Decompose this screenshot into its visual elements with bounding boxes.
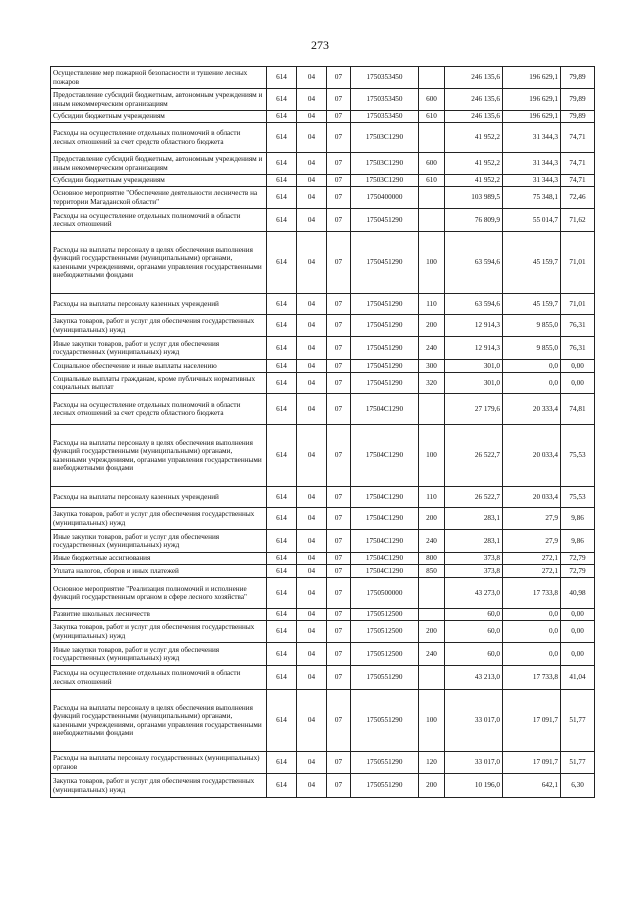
percent-cell: 51,77: [561, 690, 595, 752]
section-code-cell: 04: [297, 666, 327, 690]
section-code-cell: 04: [297, 609, 327, 621]
actual-amount-cell: 31 344,3: [503, 175, 561, 187]
table-row: [51, 621, 595, 643]
actual-amount-cell: 196 629,1: [503, 89, 561, 111]
budget-table: [50, 66, 595, 798]
subsection-code-cell: 07: [327, 690, 351, 752]
target-article-cell: 1750551290: [351, 752, 419, 774]
ministry-code-cell: 614: [267, 89, 297, 111]
actual-amount-cell: 27,9: [503, 508, 561, 530]
subsection-code-cell: 07: [327, 565, 351, 578]
ministry-code-cell: 614: [267, 578, 297, 609]
actual-amount-cell: 31 344,3: [503, 153, 561, 175]
expense-type-cell: [419, 187, 445, 209]
section-code-cell: 04: [297, 123, 327, 153]
ministry-code-cell: 614: [267, 666, 297, 690]
table-row: [51, 553, 595, 565]
expense-type-cell: 300: [419, 360, 445, 373]
target-article-cell: 1750451290: [351, 232, 419, 294]
actual-amount-cell: 9 855,0: [503, 315, 561, 337]
subsection-code-cell: 07: [327, 609, 351, 621]
row-name-cell: Основное мероприятие "Обеспечение деятельности лесничеств на территории Магаданской области": [51, 187, 267, 209]
section-code-cell: 04: [297, 315, 327, 337]
planned-amount-cell: 76 809,9: [445, 209, 503, 232]
percent-cell: 79,89: [561, 67, 595, 89]
target-article-cell: 17504С1290: [351, 487, 419, 508]
table-row: [51, 187, 595, 209]
target-article-cell: 1750551290: [351, 690, 419, 752]
actual-amount-cell: 0,0: [503, 643, 561, 666]
target-article-cell: 1750400000: [351, 187, 419, 209]
row-name-cell: Расходы на выплаты персоналу казенных учреждений: [51, 487, 267, 508]
subsection-code-cell: 07: [327, 394, 351, 425]
subsection-code-cell: 07: [327, 553, 351, 565]
section-code-cell: 04: [297, 153, 327, 175]
percent-cell: 74,71: [561, 175, 595, 187]
percent-cell: 0,00: [561, 621, 595, 643]
percent-cell: 71,01: [561, 232, 595, 294]
ministry-code-cell: 614: [267, 774, 297, 798]
target-article-cell: 17504С1290: [351, 565, 419, 578]
section-code-cell: 04: [297, 67, 327, 89]
actual-amount-cell: 0,0: [503, 360, 561, 373]
percent-cell: 72,79: [561, 553, 595, 565]
ministry-code-cell: 614: [267, 508, 297, 530]
section-code-cell: 04: [297, 578, 327, 609]
percent-cell: 76,31: [561, 337, 595, 360]
table-row: [51, 153, 595, 175]
table-row: [51, 209, 595, 232]
ministry-code-cell: 614: [267, 153, 297, 175]
expense-type-cell: 600: [419, 153, 445, 175]
planned-amount-cell: 283,1: [445, 508, 503, 530]
subsection-code-cell: 07: [327, 175, 351, 187]
planned-amount-cell: 373,8: [445, 565, 503, 578]
target-article-cell: 1750451290: [351, 294, 419, 315]
expense-type-cell: 200: [419, 774, 445, 798]
table-row: [51, 508, 595, 530]
ministry-code-cell: 614: [267, 232, 297, 294]
expense-type-cell: [419, 123, 445, 153]
section-code-cell: 04: [297, 89, 327, 111]
actual-amount-cell: 196 629,1: [503, 111, 561, 123]
target-article-cell: 1750500000: [351, 578, 419, 609]
table-row: [51, 89, 595, 111]
actual-amount-cell: 17 733,8: [503, 578, 561, 609]
ministry-code-cell: 614: [267, 123, 297, 153]
percent-cell: 72,79: [561, 565, 595, 578]
section-code-cell: 04: [297, 530, 327, 553]
section-code-cell: 04: [297, 337, 327, 360]
actual-amount-cell: 9 855,0: [503, 337, 561, 360]
row-name-cell: Расходы на осуществление отдельных полномочий в области лесных отношений за счет средств областного бюджета: [51, 123, 267, 153]
actual-amount-cell: 272,1: [503, 553, 561, 565]
table-row: [51, 337, 595, 360]
target-article-cell: 17504С1290: [351, 553, 419, 565]
planned-amount-cell: 246 135,6: [445, 89, 503, 111]
ministry-code-cell: 614: [267, 111, 297, 123]
ministry-code-cell: 614: [267, 690, 297, 752]
expense-type-cell: 320: [419, 373, 445, 394]
row-name-cell: Иные закупки товаров, работ и услуг для обеспечения государственных (муниципальных) нужд: [51, 643, 267, 666]
actual-amount-cell: 0,0: [503, 373, 561, 394]
actual-amount-cell: 196 629,1: [503, 67, 561, 89]
target-article-cell: 1750353450: [351, 111, 419, 123]
target-article-cell: 17503С1290: [351, 123, 419, 153]
percent-cell: 0,00: [561, 360, 595, 373]
actual-amount-cell: 20 033,4: [503, 487, 561, 508]
table-row: [51, 666, 595, 690]
table-row: [51, 360, 595, 373]
ministry-code-cell: 614: [267, 425, 297, 487]
row-name-cell: Социальное обеспечение и иные выплаты населению: [51, 360, 267, 373]
expense-type-cell: 110: [419, 487, 445, 508]
expense-type-cell: [419, 666, 445, 690]
percent-cell: 0,00: [561, 643, 595, 666]
row-name-cell: Иные закупки товаров, работ и услуг для обеспечения государственных (муниципальных) нужд: [51, 530, 267, 553]
expense-type-cell: 850: [419, 565, 445, 578]
target-article-cell: 1750512500: [351, 609, 419, 621]
section-code-cell: 04: [297, 373, 327, 394]
subsection-code-cell: 07: [327, 360, 351, 373]
section-code-cell: 04: [297, 360, 327, 373]
page-number: 273: [311, 38, 329, 52]
planned-amount-cell: 43 213,0: [445, 666, 503, 690]
expense-type-cell: [419, 609, 445, 621]
expense-type-cell: [419, 209, 445, 232]
percent-cell: 74,71: [561, 153, 595, 175]
table-row: [51, 67, 595, 89]
actual-amount-cell: 0,0: [503, 621, 561, 643]
section-code-cell: 04: [297, 690, 327, 752]
table-row: [51, 487, 595, 508]
ministry-code-cell: 614: [267, 621, 297, 643]
ministry-code-cell: 614: [267, 643, 297, 666]
percent-cell: 71,01: [561, 294, 595, 315]
row-name-cell: Расходы на выплаты персоналу казенных учреждений: [51, 294, 267, 315]
actual-amount-cell: 20 333,4: [503, 394, 561, 425]
expense-type-cell: 200: [419, 315, 445, 337]
row-name-cell: Субсидии бюджетным учреждениям: [51, 175, 267, 187]
section-code-cell: 04: [297, 187, 327, 209]
percent-cell: 41,04: [561, 666, 595, 690]
section-code-cell: 04: [297, 752, 327, 774]
actual-amount-cell: 31 344,3: [503, 123, 561, 153]
section-code-cell: 04: [297, 394, 327, 425]
percent-cell: 71,62: [561, 209, 595, 232]
target-article-cell: 1750512500: [351, 643, 419, 666]
percent-cell: 74,81: [561, 394, 595, 425]
ministry-code-cell: 614: [267, 175, 297, 187]
section-code-cell: 04: [297, 175, 327, 187]
ministry-code-cell: 614: [267, 565, 297, 578]
expense-type-cell: 240: [419, 530, 445, 553]
expense-type-cell: 800: [419, 553, 445, 565]
subsection-code-cell: 07: [327, 111, 351, 123]
expense-type-cell: 240: [419, 643, 445, 666]
row-name-cell: Расходы на осуществление отдельных полномочий в области лесных отношений: [51, 666, 267, 690]
actual-amount-cell: 27,9: [503, 530, 561, 553]
subsection-code-cell: 07: [327, 373, 351, 394]
percent-cell: 72,46: [561, 187, 595, 209]
row-name-cell: Закупка товаров, работ и услуг для обеспечения государственных (муниципальных) нужд: [51, 508, 267, 530]
subsection-code-cell: 07: [327, 643, 351, 666]
row-name-cell: Развитие школьных лесничеств: [51, 609, 267, 621]
section-code-cell: 04: [297, 487, 327, 508]
planned-amount-cell: 373,8: [445, 553, 503, 565]
subsection-code-cell: 07: [327, 187, 351, 209]
row-name-cell: Расходы на выплаты персоналу в целях обеспечения выполнения функций государственными (муниципальными) органами, казенными учреждениями, органами управления государственными внебюджетными фондами: [51, 690, 267, 752]
ministry-code-cell: 614: [267, 373, 297, 394]
target-article-cell: 1750451290: [351, 337, 419, 360]
table-row: [51, 530, 595, 553]
planned-amount-cell: 41 952,2: [445, 175, 503, 187]
actual-amount-cell: 17 733,8: [503, 666, 561, 690]
subsection-code-cell: 07: [327, 294, 351, 315]
row-name-cell: Иные бюджетные ассигнования: [51, 553, 267, 565]
percent-cell: 9,86: [561, 530, 595, 553]
ministry-code-cell: 614: [267, 609, 297, 621]
row-name-cell: Закупка товаров, работ и услуг для обеспечения государственных (муниципальных) нужд: [51, 774, 267, 798]
actual-amount-cell: 75 348,1: [503, 187, 561, 209]
ministry-code-cell: 614: [267, 187, 297, 209]
table-body: [51, 67, 595, 798]
subsection-code-cell: 07: [327, 666, 351, 690]
target-article-cell: 1750512500: [351, 621, 419, 643]
percent-cell: 79,89: [561, 89, 595, 111]
section-code-cell: 04: [297, 232, 327, 294]
subsection-code-cell: 07: [327, 530, 351, 553]
actual-amount-cell: 45 159,7: [503, 294, 561, 315]
planned-amount-cell: 12 914,3: [445, 337, 503, 360]
planned-amount-cell: 246 135,6: [445, 67, 503, 89]
planned-amount-cell: 41 952,2: [445, 153, 503, 175]
actual-amount-cell: 55 014,7: [503, 209, 561, 232]
target-article-cell: 1750451290: [351, 209, 419, 232]
row-name-cell: Расходы на выплаты персоналу государственных (муниципальных) органов: [51, 752, 267, 774]
subsection-code-cell: 07: [327, 315, 351, 337]
planned-amount-cell: 63 594,6: [445, 294, 503, 315]
table-row: [51, 111, 595, 123]
subsection-code-cell: 07: [327, 209, 351, 232]
subsection-code-cell: 07: [327, 621, 351, 643]
target-article-cell: 1750353450: [351, 89, 419, 111]
percent-cell: 6,30: [561, 774, 595, 798]
subsection-code-cell: 07: [327, 508, 351, 530]
table-row: [51, 123, 595, 153]
planned-amount-cell: 33 017,0: [445, 690, 503, 752]
planned-amount-cell: 12 914,3: [445, 315, 503, 337]
row-name-cell: Уплата налогов, сборов и иных платежей: [51, 565, 267, 578]
table-row: [51, 425, 595, 487]
section-code-cell: 04: [297, 774, 327, 798]
subsection-code-cell: 07: [327, 487, 351, 508]
row-name-cell: Социальные выплаты гражданам, кроме публичных нормативных социальных выплат: [51, 373, 267, 394]
target-article-cell: 1750551290: [351, 666, 419, 690]
planned-amount-cell: 63 594,6: [445, 232, 503, 294]
actual-amount-cell: 20 033,4: [503, 425, 561, 487]
row-name-cell: Расходы на выплаты персоналу в целях обеспечения выполнения функций государственными (муниципальными) органами, казенными учреждениями, органами управления государственными внебюджетными фондами: [51, 425, 267, 487]
percent-cell: 51,77: [561, 752, 595, 774]
actual-amount-cell: 17 091,7: [503, 752, 561, 774]
table-row: [51, 373, 595, 394]
subsection-code-cell: 07: [327, 752, 351, 774]
planned-amount-cell: 60,0: [445, 609, 503, 621]
planned-amount-cell: 33 017,0: [445, 752, 503, 774]
table-row: [51, 294, 595, 315]
planned-amount-cell: 26 522,7: [445, 425, 503, 487]
actual-amount-cell: 272,1: [503, 565, 561, 578]
table-row: [51, 315, 595, 337]
expense-type-cell: [419, 578, 445, 609]
ministry-code-cell: 614: [267, 337, 297, 360]
actual-amount-cell: 642,1: [503, 774, 561, 798]
section-code-cell: 04: [297, 209, 327, 232]
table-row: [51, 394, 595, 425]
target-article-cell: 17504С1290: [351, 394, 419, 425]
percent-cell: 0,00: [561, 373, 595, 394]
actual-amount-cell: 17 091,7: [503, 690, 561, 752]
expense-type-cell: 120: [419, 752, 445, 774]
table-row: [51, 609, 595, 621]
section-code-cell: 04: [297, 621, 327, 643]
row-name-cell: Расходы на осуществление отдельных полномочий в области лесных отношений за счет средств областного бюджета: [51, 394, 267, 425]
percent-cell: 74,71: [561, 123, 595, 153]
subsection-code-cell: 07: [327, 232, 351, 294]
subsection-code-cell: 07: [327, 425, 351, 487]
planned-amount-cell: 60,0: [445, 643, 503, 666]
subsection-code-cell: 07: [327, 774, 351, 798]
row-name-cell: Закупка товаров, работ и услуг для обеспечения государственных (муниципальных) нужд: [51, 315, 267, 337]
subsection-code-cell: 07: [327, 123, 351, 153]
row-name-cell: Основное мероприятие "Реализация полномочий и исполнение функций государственным органом в сфере лесного хозяйства": [51, 578, 267, 609]
ministry-code-cell: 614: [267, 487, 297, 508]
percent-cell: 0,00: [561, 609, 595, 621]
expense-type-cell: 240: [419, 337, 445, 360]
ministry-code-cell: 614: [267, 752, 297, 774]
table-row: [51, 175, 595, 187]
section-code-cell: 04: [297, 508, 327, 530]
target-article-cell: 1750451290: [351, 373, 419, 394]
percent-cell: 79,89: [561, 111, 595, 123]
table-row: [51, 690, 595, 752]
table-row: [51, 565, 595, 578]
planned-amount-cell: 283,1: [445, 530, 503, 553]
planned-amount-cell: 10 196,0: [445, 774, 503, 798]
expense-type-cell: 200: [419, 621, 445, 643]
subsection-code-cell: 07: [327, 153, 351, 175]
row-name-cell: Иные закупки товаров, работ и услуг для обеспечения государственных (муниципальных) нужд: [51, 337, 267, 360]
expense-type-cell: 610: [419, 111, 445, 123]
expense-type-cell: 600: [419, 89, 445, 111]
ministry-code-cell: 614: [267, 553, 297, 565]
ministry-code-cell: 614: [267, 294, 297, 315]
table-row: [51, 578, 595, 609]
planned-amount-cell: 41 952,2: [445, 123, 503, 153]
section-code-cell: 04: [297, 553, 327, 565]
target-article-cell: 1750451290: [351, 360, 419, 373]
planned-amount-cell: 26 522,7: [445, 487, 503, 508]
subsection-code-cell: 07: [327, 67, 351, 89]
expense-type-cell: 610: [419, 175, 445, 187]
expense-type-cell: 100: [419, 690, 445, 752]
target-article-cell: 17504С1290: [351, 508, 419, 530]
ministry-code-cell: 614: [267, 209, 297, 232]
planned-amount-cell: 43 273,0: [445, 578, 503, 609]
ministry-code-cell: 614: [267, 360, 297, 373]
table-row: [51, 232, 595, 294]
section-code-cell: 04: [297, 643, 327, 666]
section-code-cell: 04: [297, 111, 327, 123]
row-name-cell: Закупка товаров, работ и услуг для обеспечения государственных (муниципальных) нужд: [51, 621, 267, 643]
planned-amount-cell: 60,0: [445, 621, 503, 643]
percent-cell: 76,31: [561, 315, 595, 337]
planned-amount-cell: 103 989,5: [445, 187, 503, 209]
row-name-cell: Осуществление мер пожарной безопасности и тушение лесных пожаров: [51, 67, 267, 89]
planned-amount-cell: 27 179,6: [445, 394, 503, 425]
table-row: [51, 774, 595, 798]
target-article-cell: 17504С1290: [351, 530, 419, 553]
expense-type-cell: [419, 394, 445, 425]
ministry-code-cell: 614: [267, 67, 297, 89]
row-name-cell: Предоставление субсидий бюджетным, автономным учреждениям и иным некоммерческим организациям: [51, 89, 267, 111]
target-article-cell: 1750551290: [351, 774, 419, 798]
target-article-cell: 17503С1290: [351, 153, 419, 175]
ministry-code-cell: 614: [267, 315, 297, 337]
percent-cell: 75,53: [561, 487, 595, 508]
planned-amount-cell: 301,0: [445, 360, 503, 373]
table-row: [51, 643, 595, 666]
target-article-cell: 17503С1290: [351, 175, 419, 187]
percent-cell: 75,53: [561, 425, 595, 487]
expense-type-cell: 100: [419, 425, 445, 487]
section-code-cell: 04: [297, 294, 327, 315]
section-code-cell: 04: [297, 425, 327, 487]
percent-cell: 40,98: [561, 578, 595, 609]
row-name-cell: Расходы на выплаты персоналу в целях обеспечения выполнения функций государственными (муниципальными) органами, казенными учреждениями, органами управления государственными внебюджетными фондами: [51, 232, 267, 294]
table-row: [51, 752, 595, 774]
expense-type-cell: [419, 67, 445, 89]
row-name-cell: Предоставление субсидий бюджетным, автономным учреждениям и иным некоммерческим организациям: [51, 153, 267, 175]
actual-amount-cell: 45 159,7: [503, 232, 561, 294]
planned-amount-cell: 301,0: [445, 373, 503, 394]
planned-amount-cell: 246 135,6: [445, 111, 503, 123]
expense-type-cell: 200: [419, 508, 445, 530]
expense-type-cell: 100: [419, 232, 445, 294]
expense-type-cell: 110: [419, 294, 445, 315]
target-article-cell: 1750451290: [351, 315, 419, 337]
percent-cell: 9,86: [561, 508, 595, 530]
ministry-code-cell: 614: [267, 530, 297, 553]
row-name-cell: Расходы на осуществление отдельных полномочий в области лесных отношений: [51, 209, 267, 232]
actual-amount-cell: 0,0: [503, 609, 561, 621]
subsection-code-cell: 07: [327, 337, 351, 360]
target-article-cell: 1750353450: [351, 67, 419, 89]
subsection-code-cell: 07: [327, 89, 351, 111]
subsection-code-cell: 07: [327, 578, 351, 609]
row-name-cell: Субсидии бюджетным учреждениям: [51, 111, 267, 123]
section-code-cell: 04: [297, 565, 327, 578]
ministry-code-cell: 614: [267, 394, 297, 425]
target-article-cell: 17504С1290: [351, 425, 419, 487]
